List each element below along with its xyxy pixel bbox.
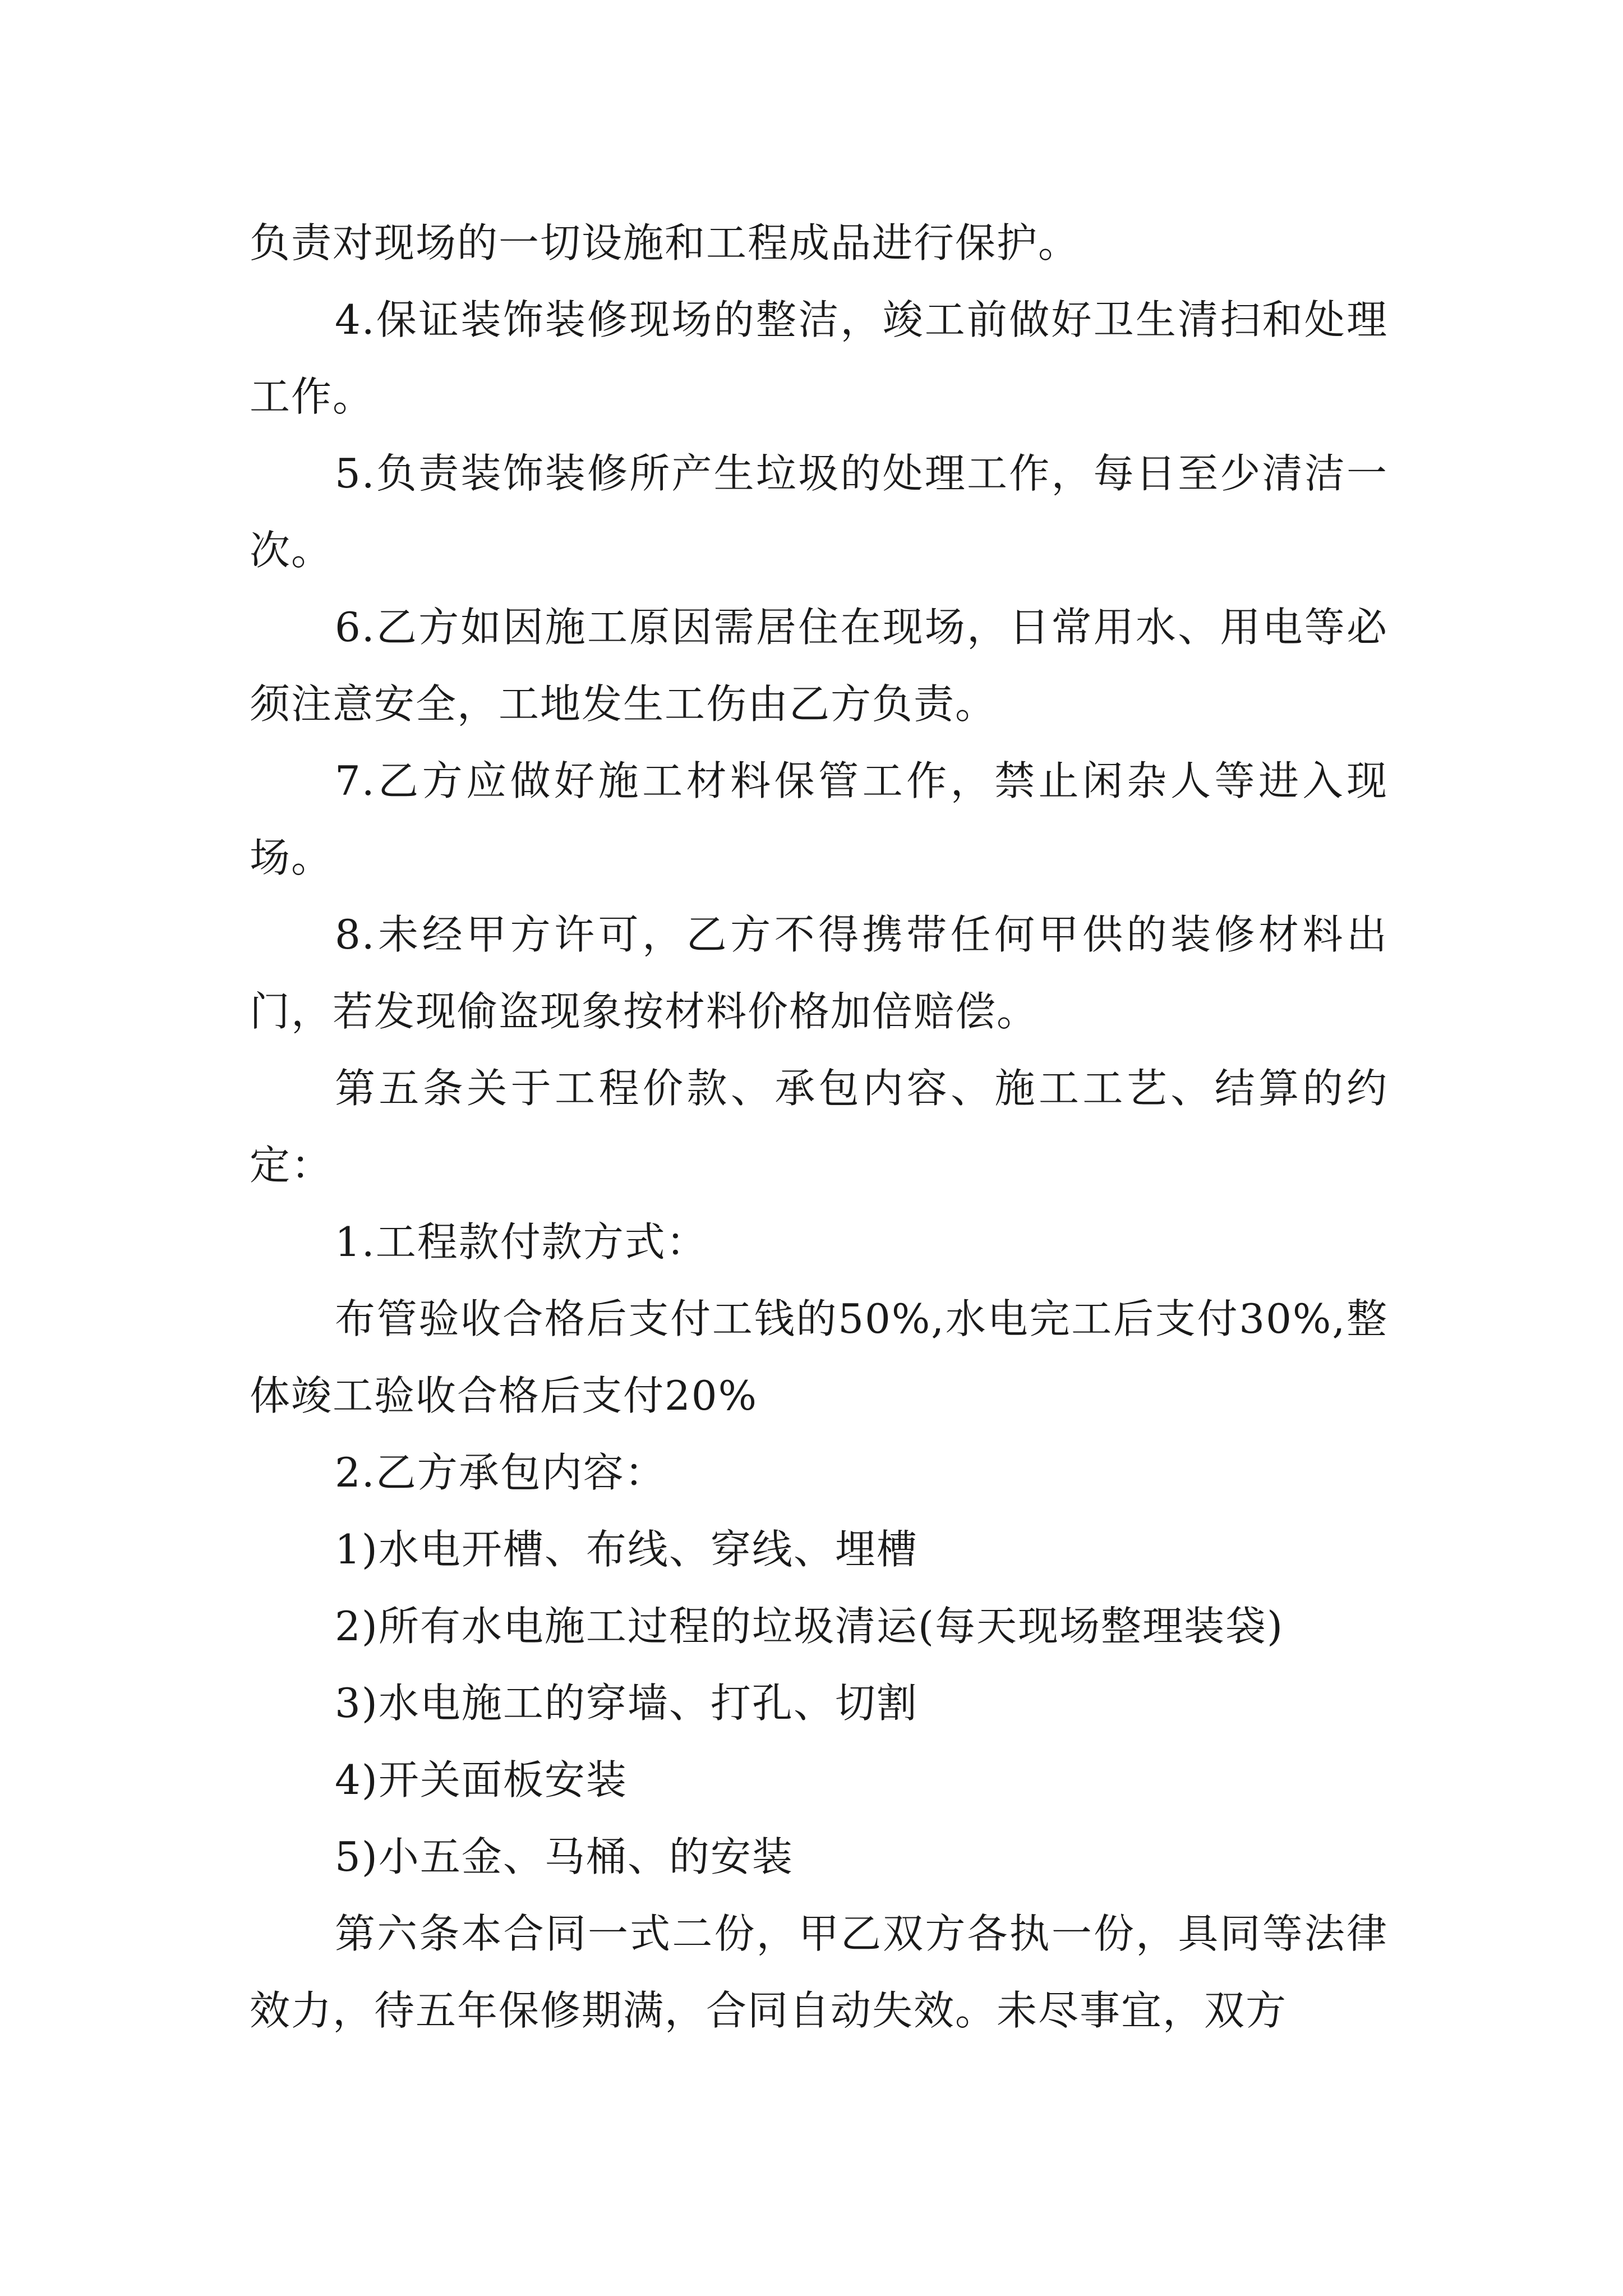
article-6: 第六条本合同一式二份，甲乙双方各执一份，具同等法律效力，待五年保修期满，合同自动失效。未尽事宜，双方 [250,1910,1388,2034]
paragraph-item-7: 7.乙方应做好施工材料保管工作，禁止闲杂人等进入现场。 [250,757,1388,881]
scope-item-5: 5)小五金、马桶、的安装 [335,1833,794,1880]
paragraph-item-6: 6.乙方如因施工原因需居住在现场，日常用水、用电等必须注意安全，工地发生工伤由乙方负责。 [250,604,1388,728]
paragraph-protection: 负责对现场的一切设施和工程成品进行保护。 [250,219,1080,266]
article-5-heading: 第五条关于工程价款、承包内容、施工工艺、结算的约定： [250,1065,1388,1189]
scope-heading: 2.乙方承包内容： [335,1449,666,1496]
payment-method-heading: 1.工程款付款方式： [335,1218,708,1266]
document-body [250,205,1388,2049]
scope-item-1: 1)水电开槽、布线、穿线、埋槽 [335,1526,918,1573]
paragraph-item-8: 8.未经甲方许可，乙方不得携带任何甲供的装修材料出门，若发现偷盗现象按材料价格加倍赔偿。 [250,911,1388,1035]
payment-terms: 布管验收合格后支付工钱的50%,水电完工后支付30%,整体竣工验收合格后支付20% [250,1295,1388,1419]
scope-item-3: 3)水电施工的穿墙、打孔、切割 [335,1680,918,1727]
paragraph-item-4: 4.保证装饰装修现场的整洁，竣工前做好卫生清扫和处理工作。 [250,296,1388,420]
scope-item-2: 2)所有水电施工过程的垃圾清运(每天现场整理装袋) [335,1603,1284,1650]
scope-item-4: 4)开关面板安装 [335,1756,628,1803]
paragraph-item-5: 5.负责装饰装修所产生垃圾的处理工作，每日至少清洁一次。 [250,450,1388,574]
